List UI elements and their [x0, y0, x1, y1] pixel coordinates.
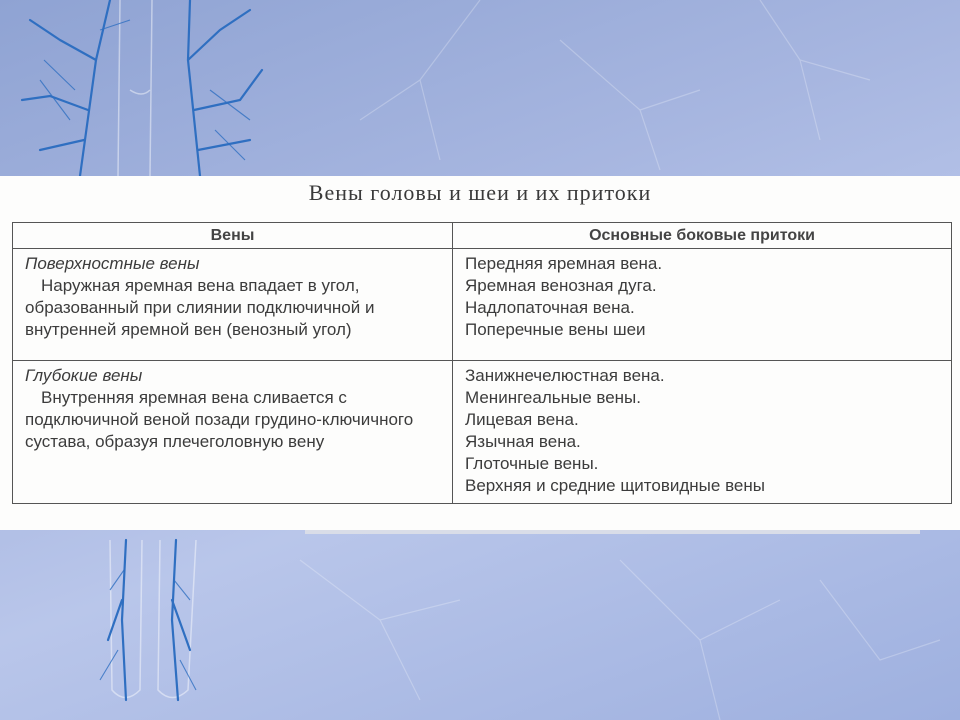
group-label: Глубокие вены: [25, 366, 143, 385]
tributary-item: Передняя яремная вена.: [465, 254, 663, 273]
tributary-item: Менингеальные вены.: [465, 388, 642, 407]
veins-cell: [13, 249, 453, 361]
tributary-item: Лицевая вена.: [465, 410, 579, 429]
page-title: Вены головы и шеи и их притоки: [308, 180, 652, 205]
tributaries-cell: [453, 361, 952, 504]
group-label: Поверхностные вены: [25, 254, 200, 273]
veins-cell: [13, 361, 453, 504]
table-row: [13, 249, 952, 361]
tributary-item: Язычная вена.: [465, 432, 581, 451]
tributary-item: Верхняя и средние щитовидные вены: [465, 476, 765, 495]
tributary-item: Надлопаточная вена.: [465, 298, 635, 317]
veins-table: [12, 222, 952, 504]
vein-description: Внутренняя яремная вена сливается с подключичной веной позади грудино-ключичного сустава, образуя плечеголовную вену: [25, 388, 414, 451]
page-shadow: [305, 530, 920, 534]
header-tributaries: Основные боковые притоки: [453, 223, 952, 249]
vein-description: Наружная яремная вена впадает в угол, образованный при слиянии подключичной и внутренней яремной вен (венозный угол): [25, 276, 375, 339]
table-header-row: [13, 223, 952, 249]
tributary-item: Занижнечелюстная вена.: [465, 366, 665, 385]
tributary-item: Яремная венозная дуга.: [465, 276, 657, 295]
tributary-item: Поперечные вены шеи: [465, 320, 646, 339]
tributaries-cell: [453, 249, 952, 361]
header-veins: Вены: [13, 223, 453, 249]
tributary-item: Глоточные вены.: [465, 454, 599, 473]
table-row: [13, 361, 952, 504]
